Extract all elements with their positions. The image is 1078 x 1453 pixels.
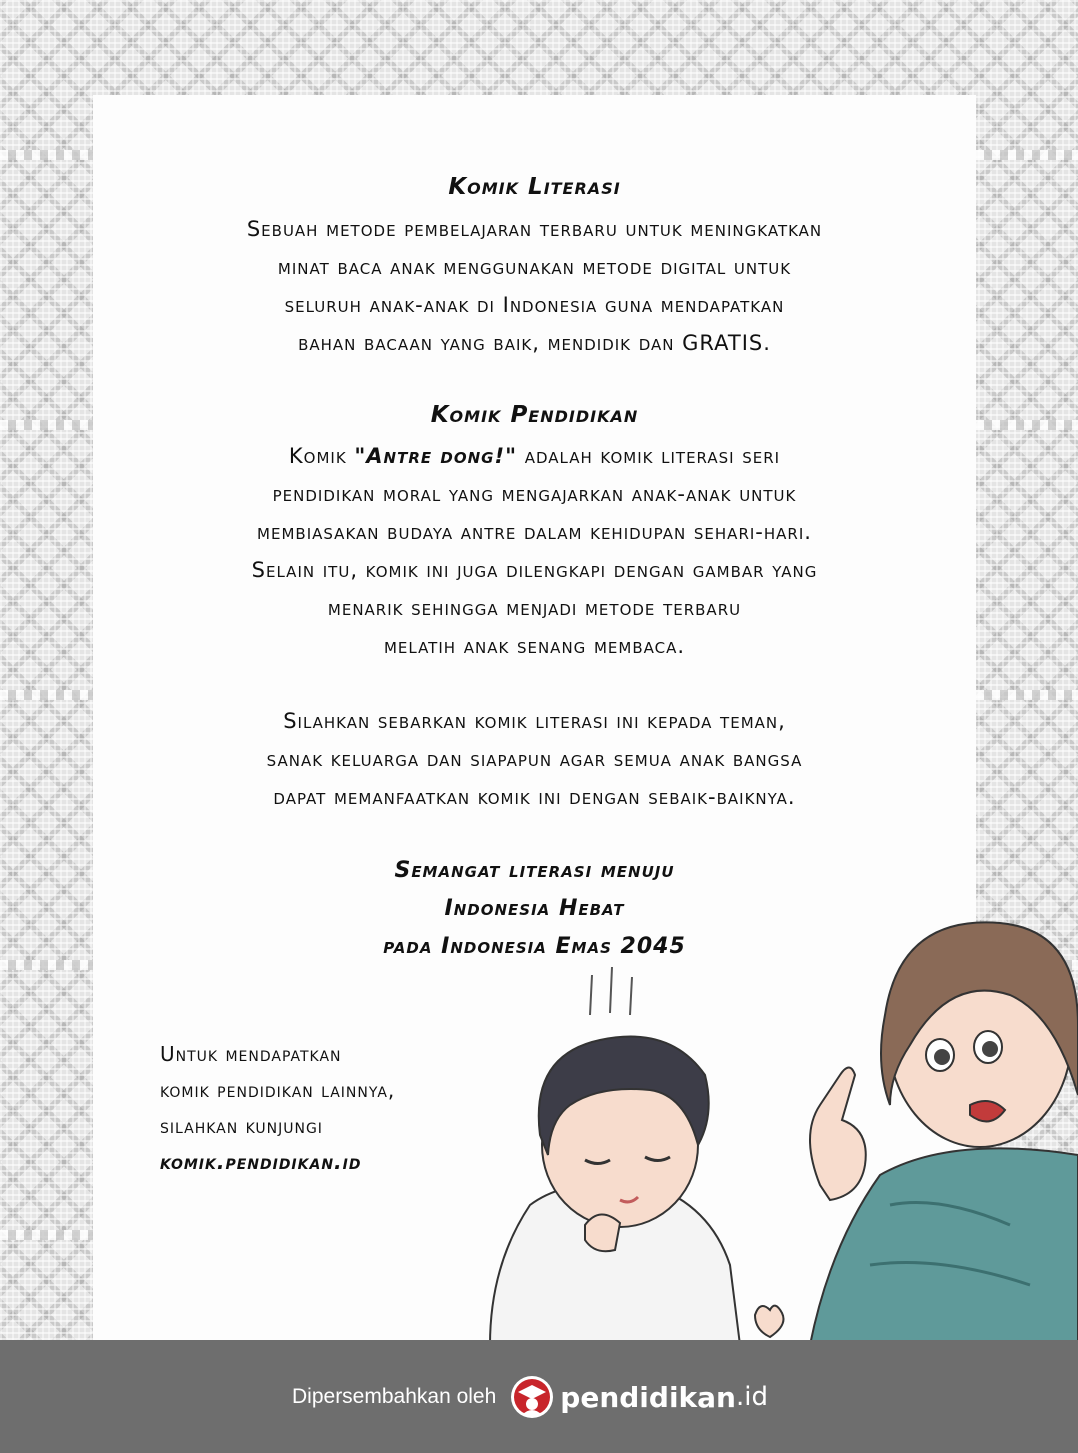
section3-line: dapat memanfaatkan komik ini dengan sebaik-baiknya. <box>273 785 796 809</box>
section3-line: Silahkan sebarkan komik literasi ini kepada teman, <box>283 709 786 733</box>
footer-text: Dipersembahkan oleh <box>292 1385 497 1408</box>
info-line: Untuk mendapatkan <box>160 1042 342 1066</box>
section2-line1-post: adalah komik literasi seri <box>517 444 781 468</box>
footer-credit <box>292 1372 768 1422</box>
footer-bar <box>0 1340 1078 1453</box>
slogan-line: Semangat literasi menuju <box>394 858 675 883</box>
section1-title: Komik Literasi <box>448 174 621 200</box>
woman-character <box>810 922 1078 1345</box>
info-line: silahkan kunjungi <box>160 1114 323 1138</box>
boy-character <box>490 967 784 1345</box>
comic-title: "Antre dong!" <box>354 444 518 468</box>
section2-line: menarik sehingga menjadi metode terbaru <box>327 596 742 620</box>
section2-line: Selain itu, komik ini juga dilengkapi dengan gambar yang <box>251 558 818 582</box>
graduation-cap-icon <box>510 1375 554 1419</box>
brand-name: pendidikan <box>560 1380 736 1414</box>
section2-line: membiasakan budaya antre dalam kehidupan sehari-hari. <box>257 520 812 544</box>
section1-line: bahan bacaan yang baik, mendidik dan GRATIS. <box>298 331 771 355</box>
section2-line: melatih anak senang membaca. <box>383 634 686 658</box>
section2-line1-pre: Komik <box>288 444 355 468</box>
info-line: komik pendidikan lainnya, <box>160 1078 396 1102</box>
brand-suffix: .id <box>736 1382 768 1412</box>
slogan-line: pada Indonesia Emas 2045 <box>383 934 686 959</box>
section2-line: pendidikan moral yang mengajarkan anak-anak untuk <box>272 482 797 506</box>
slogan-line: Indonesia Hebat <box>444 896 625 921</box>
section1-line: minat baca anak menggunakan metode digital untuk <box>277 255 792 279</box>
comic-characters-illustration <box>470 905 1078 1345</box>
section2-line <box>93 437 976 475</box>
section3-line: sanak keluarga dan siapapun agar semua anak bangsa <box>266 747 803 771</box>
website-link[interactable]: komik.pendidikan.id <box>160 1150 362 1174</box>
section1-line: seluruh anak-anak di Indonesia guna mendapatkan <box>284 293 785 317</box>
section1-line: Sebuah metode pembelajaran terbaru untuk meningkatkan <box>246 217 823 241</box>
section2-title: Komik Pendidikan <box>430 402 639 428</box>
